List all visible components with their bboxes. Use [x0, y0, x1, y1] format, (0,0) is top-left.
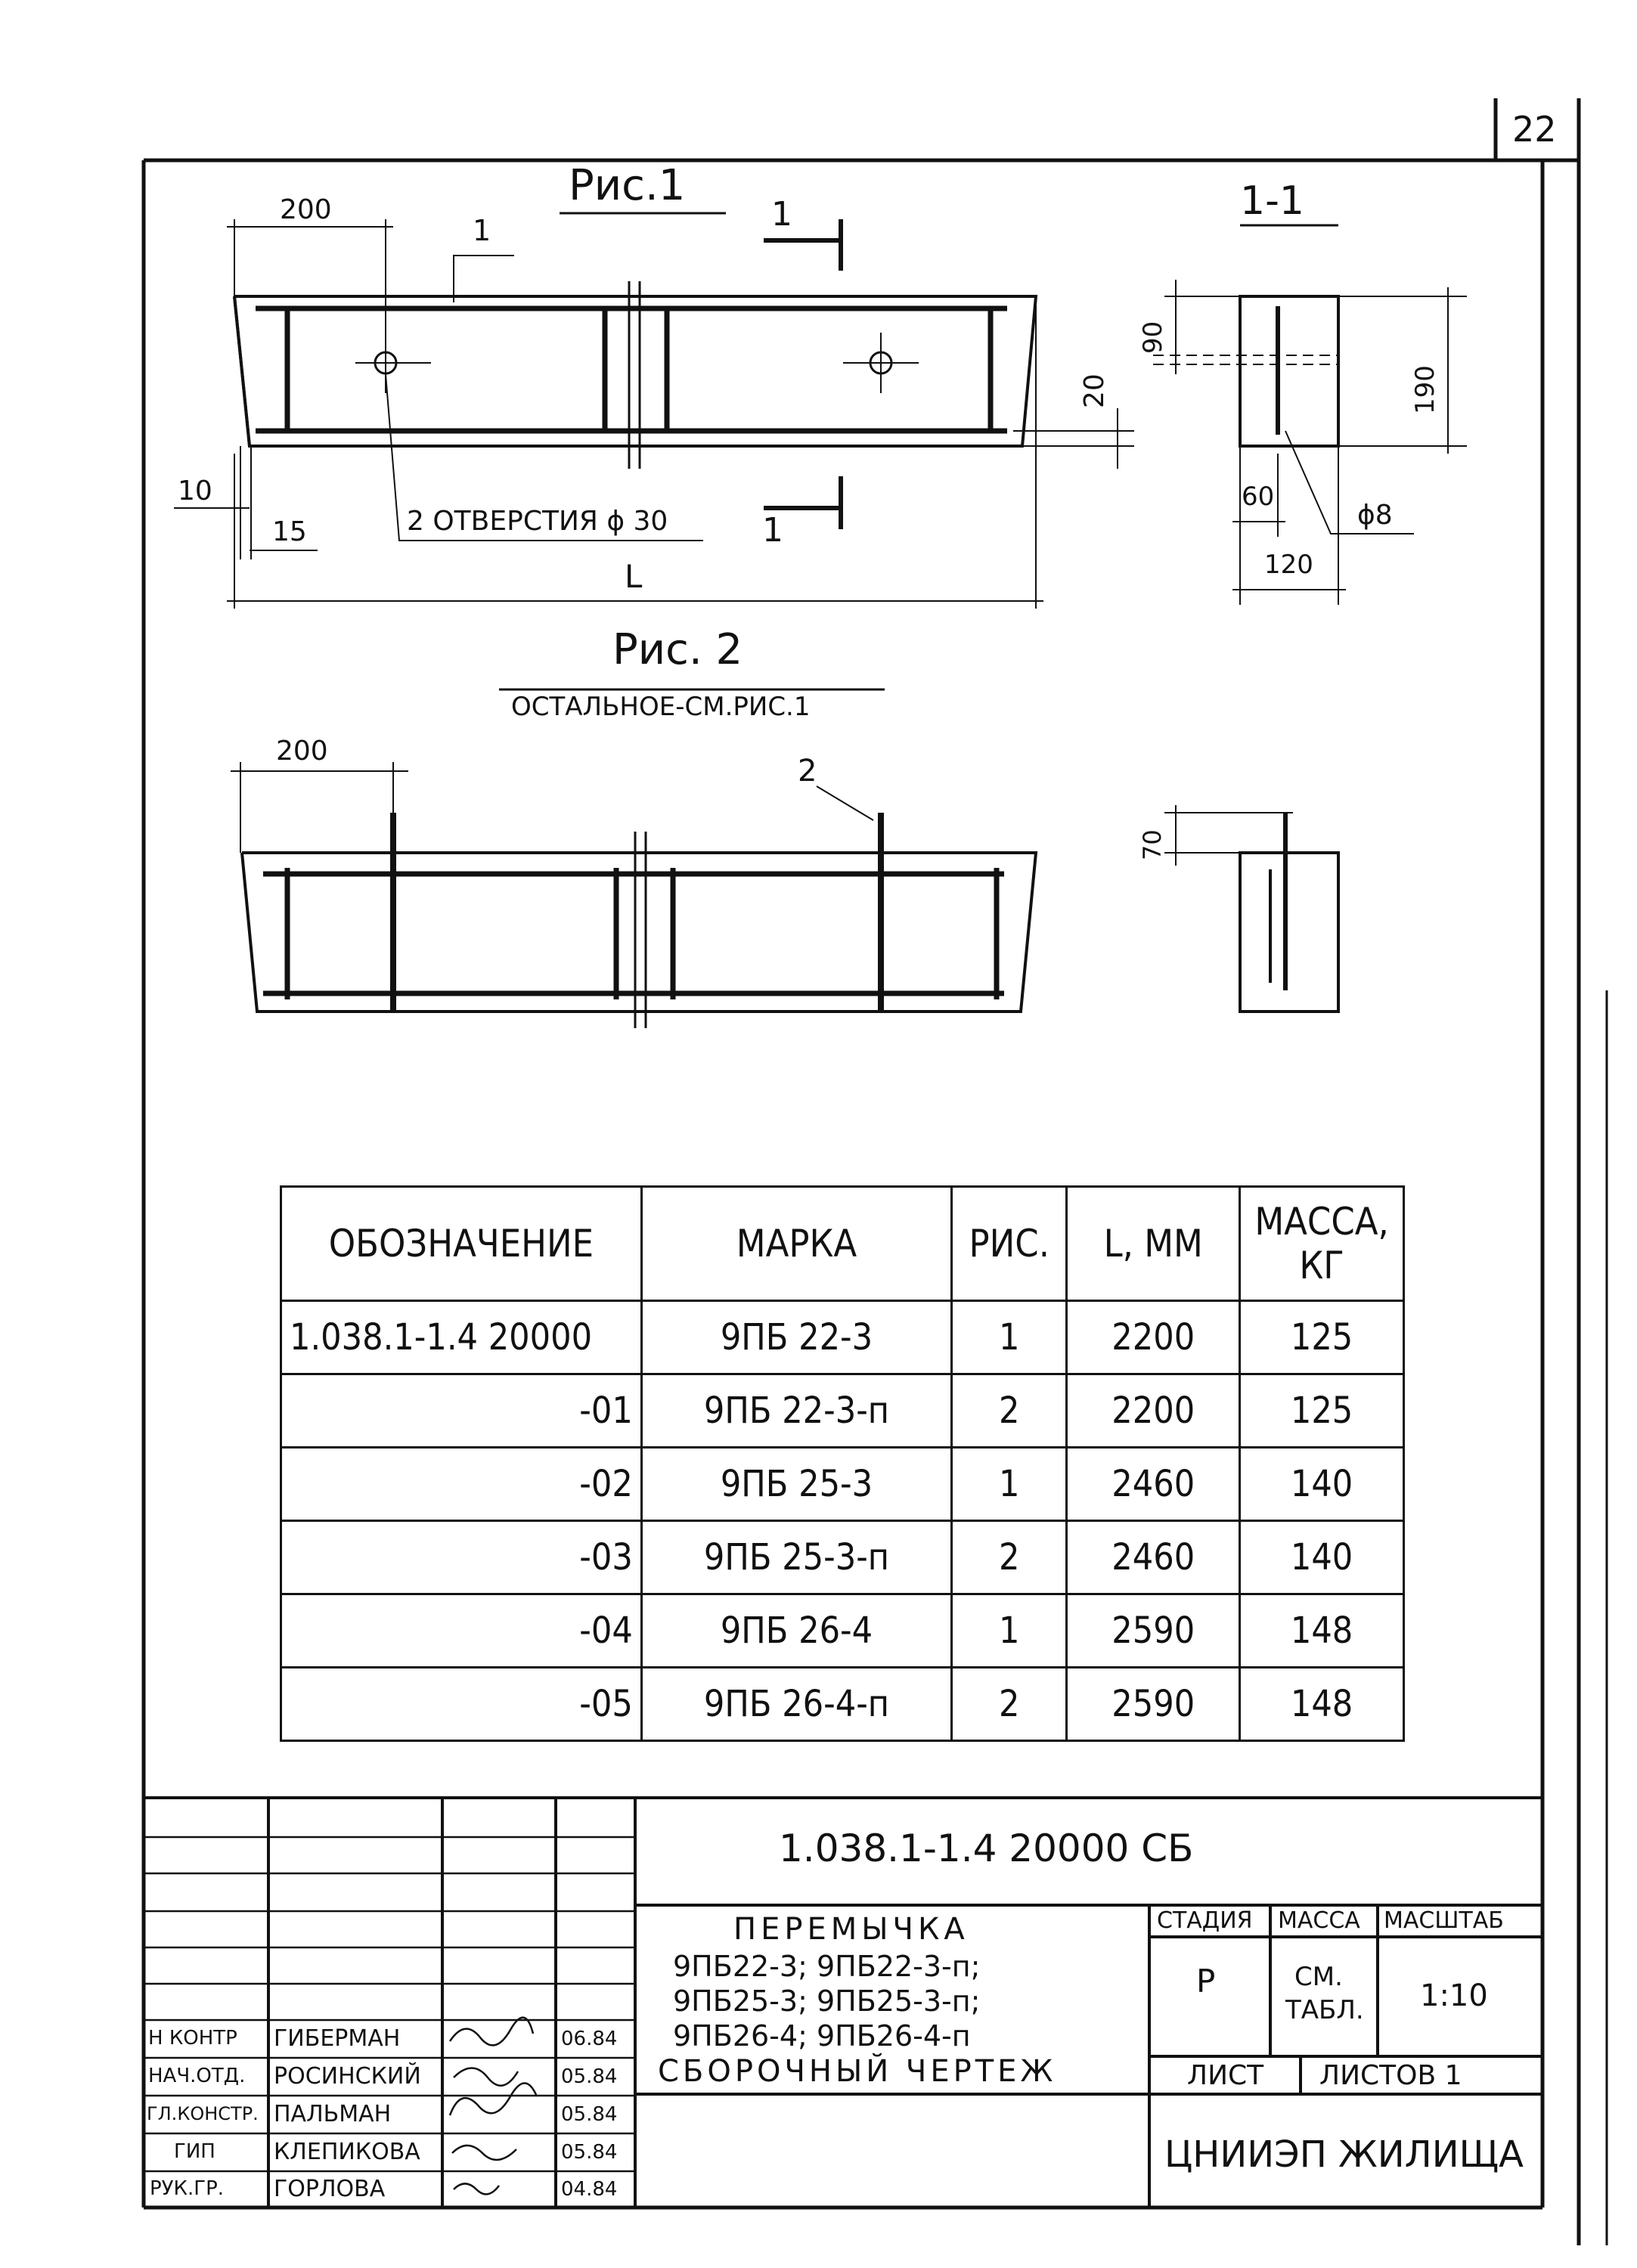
stage-header: СТАДИЯ [1157, 1907, 1253, 1934]
fig1-dim-10: 10 [178, 476, 212, 507]
sig-name: ГОРЛОВА [274, 2176, 386, 2202]
section-dim-60: 60 [1242, 482, 1275, 512]
cell-fig: 2 [952, 1521, 1067, 1594]
sig-role: Н КОНТР [148, 2027, 237, 2050]
cell-fig: 1 [952, 1594, 1067, 1668]
cell-fig: 1 [952, 1448, 1067, 1521]
sig-date: 06.84 [561, 2028, 618, 2050]
fig1-cut-mark-bottom: 1 [762, 511, 783, 550]
drawing-type: СБОРОЧНЫЙ ЧЕРТЕЖ [658, 2054, 1057, 2089]
sig-name: ГИБЕРМАН [274, 2025, 401, 2052]
cell-designation: -01 [281, 1374, 642, 1448]
cell-mass: 140 [1240, 1448, 1404, 1521]
sig-date: 04.84 [561, 2178, 618, 2201]
product-name: ПЕРЕМЫЧКА [733, 1912, 969, 1947]
cell-mark: 9ПБ 26-4-п [641, 1668, 951, 1741]
cell-designation: -02 [281, 1448, 642, 1521]
sig-name: ПАЛЬМАН [274, 2101, 392, 2127]
holes-note: 2 ОТВЕРСТИЯ ϕ 30 [407, 506, 668, 537]
sig-role: ГИП [174, 2140, 215, 2163]
sig-name: РОСИНСКИЙ [274, 2063, 421, 2090]
cell-fig: 2 [952, 1668, 1067, 1741]
cell-mass: 125 [1240, 1301, 1404, 1374]
doc-code: 1.038.1-1.4 20000 СБ [779, 1826, 1194, 1870]
cell-length: 2200 [1067, 1374, 1240, 1448]
section-dim-190: 190 [1410, 365, 1440, 414]
fig1-leader-1: 1 [473, 214, 491, 247]
mass-value-1: СМ. [1294, 1962, 1343, 1992]
header-fig: РИС. [952, 1187, 1067, 1301]
fig1-dim-20: 20 [1079, 373, 1110, 408]
section-dim-90: 90 [1138, 321, 1168, 354]
header-designation: ОБОЗНАЧЕНИЕ [281, 1187, 642, 1301]
fig2-dim-70: 70 [1138, 829, 1167, 860]
cell-fig: 2 [952, 1374, 1067, 1448]
cell-mass: 140 [1240, 1521, 1404, 1594]
stage-value: Р [1196, 1963, 1216, 2000]
fig2-title: Рис. 2 [612, 625, 743, 674]
header-mass: МАССА, КГ [1240, 1187, 1404, 1301]
cell-mark: 9ПБ 22-3-п [641, 1374, 951, 1448]
sig-role: РУК.ГР. [150, 2177, 225, 2200]
cell-mass: 125 [1240, 1374, 1404, 1448]
fig1-dim-200: 200 [280, 194, 332, 225]
cell-length: 2590 [1067, 1594, 1240, 1668]
mass-header: МАССА [1278, 1907, 1360, 1934]
fig1-dim-L: L [625, 558, 643, 595]
fig1-cut-mark-top: 1 [771, 195, 792, 234]
fig1-title: Рис.1 [569, 161, 686, 210]
sig-name: КЛЕПИКОВА [274, 2139, 420, 2165]
cell-mark: 9ПБ 25-3-п [641, 1521, 951, 1594]
cell-length: 2590 [1067, 1668, 1240, 1741]
cell-length: 2460 [1067, 1448, 1240, 1521]
fig1-dim-15: 15 [272, 516, 307, 547]
sheets-label: ЛИСТОВ 1 [1319, 2060, 1462, 2091]
bar-diameter: ϕ8 [1357, 500, 1393, 531]
cell-mass: 148 [1240, 1668, 1404, 1741]
cell-designation: 1.038.1-1.4 20000 [281, 1301, 642, 1374]
product-marks-3: 9ПБ26-4; 9ПБ26-4-п [673, 2019, 971, 2053]
sig-date: 05.84 [561, 2065, 618, 2088]
cell-designation: -04 [281, 1594, 642, 1668]
section-dim-120: 120 [1264, 550, 1313, 580]
sheet-label: ЛИСТ [1187, 2060, 1264, 2091]
cell-length: 2200 [1067, 1301, 1240, 1374]
product-marks-2: 9ПБ25-3; 9ПБ25-3-п; [673, 1984, 981, 2018]
cell-length: 2460 [1067, 1521, 1240, 1594]
sig-date: 05.84 [561, 2103, 618, 2126]
scale-header: МАСШТАБ [1384, 1907, 1504, 1934]
cell-mark: 9ПБ 26-4 [641, 1594, 951, 1668]
fig2-subtitle: ОСТАЛЬНОЕ-СМ.РИС.1 [511, 692, 811, 722]
sig-date: 05.84 [561, 2141, 618, 2164]
product-marks-1: 9ПБ22-3; 9ПБ22-3-п; [673, 1950, 981, 1983]
section-title: 1-1 [1240, 178, 1304, 224]
cell-mark: 9ПБ 25-3 [641, 1448, 951, 1521]
fig2-dim-200: 200 [276, 736, 328, 767]
fig2-leader-2: 2 [798, 754, 817, 789]
scale-value: 1:10 [1420, 1978, 1488, 2013]
mass-value-2: ТАБЛ. [1285, 1995, 1364, 2025]
cell-designation: -05 [281, 1668, 642, 1741]
page-number: 22 [1512, 109, 1557, 150]
cell-fig: 1 [952, 1301, 1067, 1374]
header-length: L, ММ [1067, 1187, 1240, 1301]
cell-mass: 148 [1240, 1594, 1404, 1668]
sig-role: НАЧ.ОТД. [148, 2065, 246, 2087]
organization: ЦНИИЭП ЖИЛИЩА [1164, 2133, 1524, 2176]
cell-designation: -03 [281, 1521, 642, 1594]
header-mark: МАРКА [641, 1187, 951, 1301]
sig-role: ГЛ.КОНСТР. [147, 2103, 259, 2124]
cell-mark: 9ПБ 22-3 [641, 1301, 951, 1374]
